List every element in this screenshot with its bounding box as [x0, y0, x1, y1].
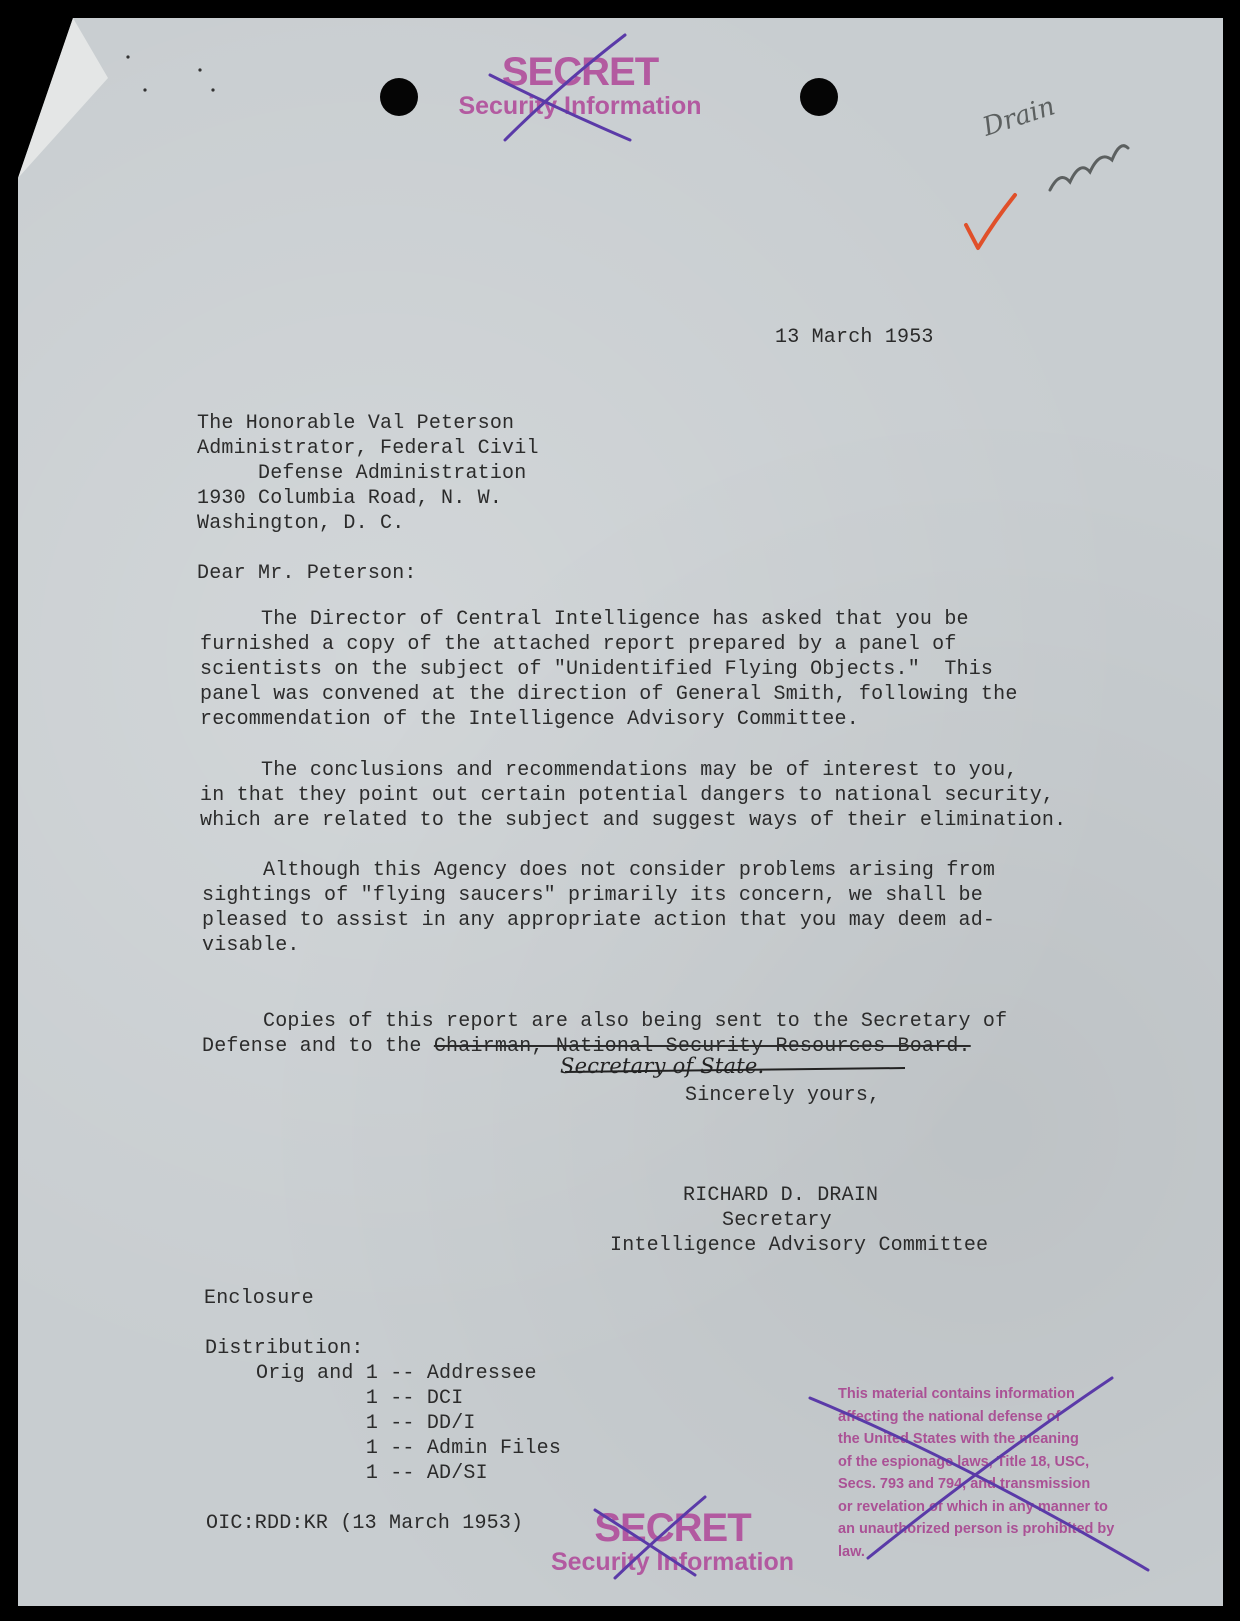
speck — [198, 68, 201, 71]
address-line: Administrator, Federal Civil — [197, 437, 539, 460]
stamp-classification: SECRET — [594, 1506, 751, 1550]
paragraph-line: sightings of "flying saucers" primarily its concern, we shall be — [202, 884, 983, 907]
paragraph-line: pleased to assist in any appropriate action that you may deem ad- — [202, 909, 996, 932]
paragraph-line: visable. — [202, 934, 300, 957]
notice-cancel-x — [810, 1378, 1148, 1570]
paragraph-line: Although this Agency does not consider problems arising from — [202, 859, 996, 882]
top-stamp-cancel-x — [490, 35, 630, 140]
distribution-line: 1 -- AD/SI — [256, 1462, 488, 1485]
struck-text: Chairman, National Security Resources Board. — [433, 1035, 971, 1058]
distribution-line: 1 -- Admin Files — [256, 1437, 562, 1460]
distribution-line: 1 -- DCI — [256, 1387, 464, 1410]
notice-line: the United States with the meaning — [838, 1431, 1079, 1447]
address-line: Defense Administration — [197, 462, 527, 485]
address-line: 1930 Columbia Road, N. W. — [197, 487, 503, 510]
initials-scribble — [1050, 146, 1128, 190]
paragraph-line: panel was convened at the direction of General Smith, following the — [200, 683, 1018, 706]
paragraph-line: The Director of Central Intelligence has asked that you be — [200, 608, 969, 631]
paragraph-line: scientists on the subject of "Unidentified Flying Objects." This — [200, 658, 994, 681]
notice-line: or revelation of which in any manner to — [838, 1498, 1108, 1515]
bottom-stamp-cancel-x — [595, 1497, 705, 1578]
handwritten-underline — [565, 1068, 905, 1072]
notice-line: an unauthorized person is prohibited by — [838, 1521, 1115, 1537]
stamp-caption: Security Information — [458, 92, 702, 120]
handwritten-signature: Drain — [979, 91, 1059, 143]
salutation: Dear Mr. Peterson: — [197, 562, 417, 585]
speck — [211, 88, 214, 91]
letter-date: 13 March 1953 — [775, 326, 934, 349]
distribution-heading: Distribution: — [205, 1337, 364, 1360]
notice-line: affecting the national defense of — [838, 1408, 1061, 1425]
reference-line: OIC:RDD:KR (13 March 1953) — [206, 1512, 524, 1535]
paragraph-line: The conclusions and recommendations may be of interest to you, — [200, 759, 1018, 782]
stamp-caption: Security Information — [550, 1548, 795, 1576]
speck — [143, 88, 146, 91]
stamp-classification: SECRET — [501, 50, 659, 94]
address-line: The Honorable Val Peterson — [197, 412, 515, 435]
notice-line: Secs. 793 and 794, and transmission — [838, 1476, 1091, 1492]
paragraph-line: in that they point out certain potential dangers to national security, — [200, 784, 1055, 807]
paragraph-text: Defense and to the — [202, 1035, 434, 1058]
notice-line: of the espionage laws, Title 18, USC, — [838, 1453, 1090, 1470]
signatory-committee: Intelligence Advisory Committee — [610, 1234, 989, 1257]
notice-line: This material contains information — [838, 1386, 1075, 1402]
distribution-line: 1 -- DD/I — [256, 1412, 476, 1435]
distribution-line: Orig and 1 -- Addressee — [256, 1362, 537, 1385]
handwritten-insert: Secretary of State. — [560, 1054, 765, 1078]
enclosure: Enclosure — [204, 1287, 314, 1310]
signatory-title: Secretary — [722, 1209, 832, 1232]
notice-line: law. — [838, 1543, 865, 1560]
speck — [126, 55, 129, 58]
paragraph-line: which are related to the subject and suggest ways of their elimination. — [200, 809, 1067, 832]
paragraph-line: recommendation of the Intelligence Advisory Committee. — [200, 708, 859, 731]
paragraph-line: Copies of this report are also being sent to the Secretary of — [202, 1010, 1008, 1033]
red-check-mark — [966, 195, 1015, 248]
signatory-name: RICHARD D. DRAIN — [683, 1184, 879, 1207]
address-line: Washington, D. C. — [197, 512, 405, 535]
closing: Sincerely yours, — [685, 1084, 881, 1107]
paragraph-line: furnished a copy of the attached report prepared by a panel of — [200, 633, 957, 656]
